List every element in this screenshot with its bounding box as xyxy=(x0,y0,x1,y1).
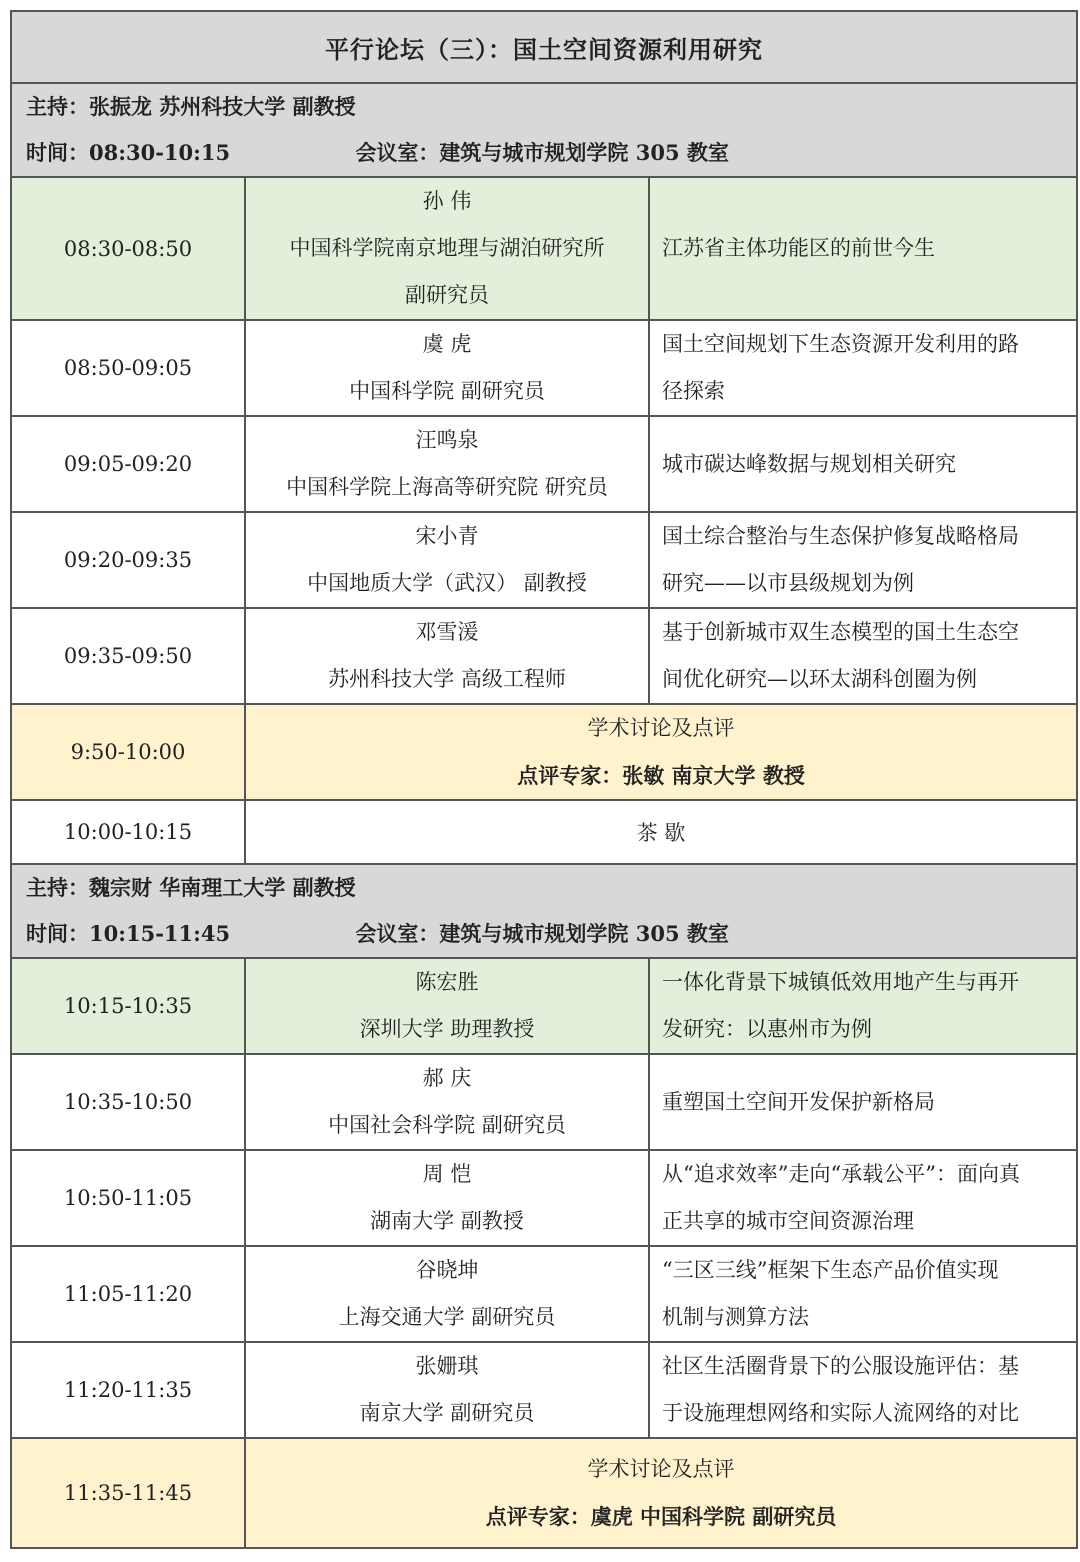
speaker-affiliation: 中国科学院南京地理与湖泊研究所 xyxy=(289,236,605,260)
speaker-affiliation: 南京大学 副研究员 xyxy=(359,1401,535,1425)
talk-topic: 城市碳达峰数据与规划相关研究 xyxy=(649,416,1077,512)
talk-topic: 国土空间规划下生态资源开发利用的路 径探索 xyxy=(649,320,1077,416)
talk-speaker xyxy=(245,958,649,1054)
table-row xyxy=(11,608,1077,704)
speaker-affiliation: 苏州科技大学 高级工程师 xyxy=(328,667,566,691)
speaker-affiliation: 中国地质大学（武汉） 副教授 xyxy=(307,571,587,595)
speaker-name: 张姗琪 xyxy=(415,1354,479,1378)
speaker-name: 郝 庆 xyxy=(422,1066,472,1090)
session2-header xyxy=(11,864,1077,958)
table-row xyxy=(11,416,1077,512)
session2-host: 主持：魏宗财 华南理工大学 副教授 xyxy=(26,875,356,900)
speaker-name: 陈宏胜 xyxy=(415,970,479,994)
talk-topic: “三区三线”框架下生态产品价值实现 机制与测算方法 xyxy=(649,1246,1077,1342)
break-time: 10:00-10:15 xyxy=(11,800,245,864)
schedule-table xyxy=(10,10,1078,1549)
speaker-name: 周 恺 xyxy=(422,1162,472,1186)
talk-topic: 从“追求效率”走向“承载公平”：面向真 正共享的城市空间资源治理 xyxy=(649,1150,1077,1246)
discussion-cell xyxy=(245,704,1077,800)
session1-room: 会议室：建筑与城市规划学院 305 教室 xyxy=(355,140,729,165)
speaker-name: 谷晓坤 xyxy=(415,1258,479,1282)
table-row xyxy=(11,1342,1077,1438)
talk-speaker xyxy=(245,1246,649,1342)
table-row xyxy=(11,958,1077,1054)
speaker-affiliation: 上海交通大学 副研究员 xyxy=(338,1305,556,1329)
session2-room: 会议室：建筑与城市规划学院 305 教室 xyxy=(355,921,729,946)
speaker-affiliation: 中国科学院上海高等研究院 研究员 xyxy=(286,475,608,499)
talk-speaker xyxy=(245,177,649,320)
speaker-name: 孙 伟 xyxy=(422,189,472,213)
talk-topic: 重塑国土空间开发保护新格局 xyxy=(649,1054,1077,1150)
talk-time: 10:15-10:35 xyxy=(11,958,245,1054)
talk-topic: 社区生活圈背景下的公服设施评估：基 于设施理想网络和实际人流网络的对比 xyxy=(649,1342,1077,1438)
speaker-affiliation: 中国社会科学院 副研究员 xyxy=(328,1113,566,1137)
talk-topic: 国土综合整治与生态保护修复战略格局 研究——以市县级规划为例 xyxy=(649,512,1077,608)
talk-time: 09:20-09:35 xyxy=(11,512,245,608)
talk-speaker xyxy=(245,1342,649,1438)
break-row xyxy=(11,800,1077,864)
discussion-cell xyxy=(245,1438,1077,1548)
session2-time: 时间：10:15-11:45 xyxy=(26,921,231,946)
talk-speaker xyxy=(245,416,649,512)
talk-time: 09:35-09:50 xyxy=(11,608,245,704)
talk-time: 10:35-10:50 xyxy=(11,1054,245,1150)
discussion-expert: 点评专家：张敏 南京大学 教授 xyxy=(517,763,805,788)
talk-topic: 江苏省主体功能区的前世今生 xyxy=(649,177,1077,320)
table-row xyxy=(11,177,1077,320)
speaker-affiliation: 深圳大学 助理教授 xyxy=(359,1017,535,1041)
speaker-name: 邓雪湲 xyxy=(415,620,479,644)
talk-topic: 一体化背景下城镇低效用地产生与再开 发研究：以惠州市为例 xyxy=(649,958,1077,1054)
talk-speaker xyxy=(245,320,649,416)
speaker-name: 虞 虎 xyxy=(422,332,472,356)
table-row xyxy=(11,1054,1077,1150)
break-label: 茶 歇 xyxy=(245,800,1077,864)
table-row xyxy=(11,320,1077,416)
talk-speaker xyxy=(245,608,649,704)
discussion-row xyxy=(11,1438,1077,1548)
speaker-affiliation: 湖南大学 副教授 xyxy=(370,1209,524,1233)
speaker-affiliation: 中国科学院 副研究员 xyxy=(349,379,545,403)
talk-time: 11:05-11:20 xyxy=(11,1246,245,1342)
talk-topic: 基于创新城市双生态模型的国土生态空 间优化研究—以环太湖科创圈为例 xyxy=(649,608,1077,704)
discussion-time: 9:50-10:00 xyxy=(11,704,245,800)
table-row xyxy=(11,1150,1077,1246)
table-row xyxy=(11,512,1077,608)
title-row xyxy=(11,11,1077,83)
discussion-label: 学术讨论及点评 xyxy=(587,1457,735,1481)
speaker-name: 汪鸣泉 xyxy=(415,428,479,452)
forum-title: 平行论坛（三）：国土空间资源利用研究 xyxy=(11,11,1077,83)
speaker-title: 副研究员 xyxy=(405,283,489,307)
forum-schedule xyxy=(10,10,1076,1549)
discussion-row xyxy=(11,704,1077,800)
session1-host: 主持：张振龙 苏州科技大学 副教授 xyxy=(26,94,356,119)
session1-time: 时间：08:30-10:15 xyxy=(26,140,231,165)
session1-header xyxy=(11,83,1077,177)
talk-time: 08:50-09:05 xyxy=(11,320,245,416)
discussion-label: 学术讨论及点评 xyxy=(587,716,735,740)
table-row xyxy=(11,1246,1077,1342)
discussion-time: 11:35-11:45 xyxy=(11,1438,245,1548)
talk-time: 10:50-11:05 xyxy=(11,1150,245,1246)
discussion-expert: 点评专家：虞虎 中国科学院 副研究员 xyxy=(485,1504,837,1529)
talk-speaker xyxy=(245,1054,649,1150)
talk-speaker xyxy=(245,1150,649,1246)
talk-speaker xyxy=(245,512,649,608)
talk-time: 09:05-09:20 xyxy=(11,416,245,512)
speaker-name: 宋小青 xyxy=(415,524,479,548)
talk-time: 11:20-11:35 xyxy=(11,1342,245,1438)
talk-time: 08:30-08:50 xyxy=(11,177,245,320)
